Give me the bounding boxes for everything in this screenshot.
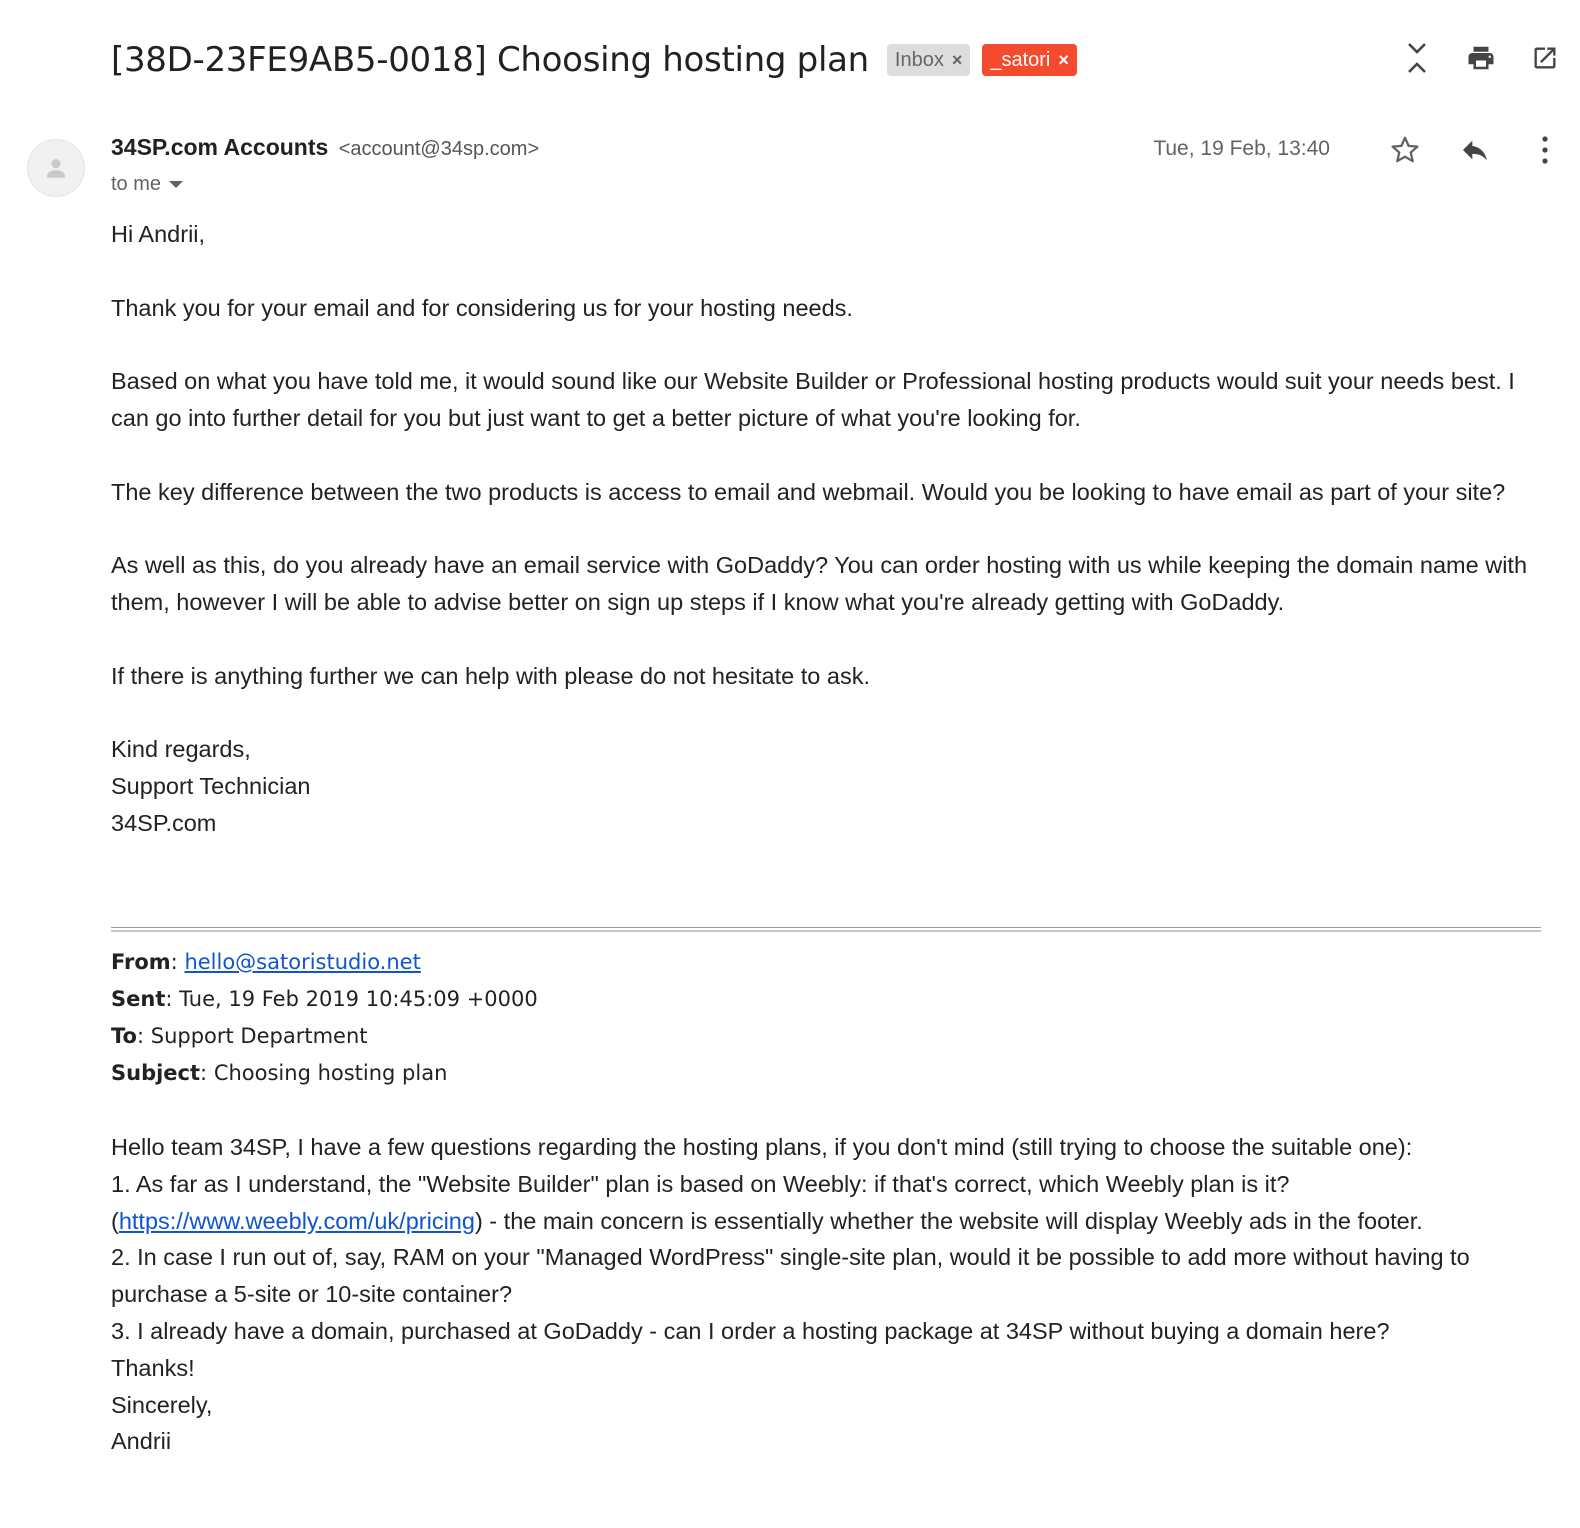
quoted-sent-value: Tue, 19 Feb 2019 10:45:09 +0000 xyxy=(179,987,538,1011)
message-body xyxy=(111,216,1541,842)
recipient-text: to me xyxy=(111,173,162,195)
quoted-subject-row: Subject: Choosing hosting plan xyxy=(111,1061,448,1085)
quoted-line: Andrii xyxy=(111,1428,172,1455)
person-icon xyxy=(43,155,69,181)
signature xyxy=(111,731,1541,841)
label-inbox-text: Inbox xyxy=(894,48,944,71)
signature-line: Kind regards, xyxy=(111,736,251,763)
quoted-line-rest: ) - the main concern is essentially whether the website will display Weebly ads in the footer. xyxy=(474,1207,1423,1234)
quoted-to-value: Support Department xyxy=(150,1024,368,1048)
quoted-from-label: From xyxy=(111,950,171,974)
signature-line: 34SP.com xyxy=(111,809,217,836)
signature-line: Support Technician xyxy=(111,772,311,799)
star-icon[interactable] xyxy=(1388,128,1422,172)
remove-label-satori-icon[interactable]: × xyxy=(1058,49,1069,70)
quoted-paren-open: ( xyxy=(111,1207,119,1234)
collapse-all-icon[interactable] xyxy=(1400,36,1434,80)
thread-subject: [38D-23FE9AB5-0018] Choosing hosting plan xyxy=(111,40,869,80)
quoted-sent-row: Sent: Tue, 19 Feb 2019 10:45:09 +0000 xyxy=(111,987,538,1011)
quoted-line: 3. I already have a domain, purchased at GoDaddy - can I order a hosting package at 34SP without buying a domain here? xyxy=(111,1317,1390,1344)
body-paragraph: The key difference between the two products is access to email and webmail. Would you be looking to have email as part of your site? xyxy=(111,478,1506,505)
body-paragraph: Based on what you have told me, it would sound like our Website Builder or Professional hosting products would suit your needs best. I can go into further detail for you but just want to get a better picture of what you're looking for. xyxy=(111,368,1515,431)
sender-row xyxy=(111,134,539,161)
quoted-from-row: From: hello@satoristudio.net xyxy=(111,950,421,974)
quoted-sent-label: Sent xyxy=(111,987,166,1011)
thread-actions xyxy=(1400,36,1562,80)
chevron-down-icon[interactable] xyxy=(169,181,183,188)
quoted-line: Thanks! xyxy=(111,1354,195,1381)
quoted-from-link[interactable]: hello@satoristudio.net xyxy=(184,950,421,974)
sender-email: <account@34sp.com> xyxy=(338,138,540,160)
quote-divider xyxy=(111,927,1541,932)
message-date: Tue, 19 Feb, 13:40 xyxy=(1153,137,1330,160)
quoted-line xyxy=(111,1203,1546,1240)
quoted-header xyxy=(111,944,538,1092)
label-satori[interactable] xyxy=(982,44,1077,76)
open-in-new-window-icon[interactable] xyxy=(1528,36,1562,80)
quoted-line: 1. As far as I understand, the "Website Builder" plan is based on Weebly: if that's correct, which Weebly plan is it? xyxy=(111,1170,1290,1197)
message-actions xyxy=(1388,128,1562,172)
body-paragraph: As well as this, do you already have an email service with GoDaddy? You can order hosting with us while keeping the domain name with them, however I will be able to advise better on sign up steps if I know what you're already getting with GoDaddy. xyxy=(111,552,1528,615)
quoted-to-row: To: Support Department xyxy=(111,1024,368,1048)
label-satori-text: _satori xyxy=(990,48,1051,71)
recipient-details-toggle[interactable] xyxy=(111,173,183,196)
remove-label-inbox-icon[interactable]: × xyxy=(951,49,963,70)
print-icon[interactable] xyxy=(1464,36,1498,80)
quoted-subject-label: Subject xyxy=(111,1061,201,1085)
reply-icon[interactable] xyxy=(1458,128,1492,172)
sender-avatar[interactable] xyxy=(27,139,85,197)
greeting: Hi Andrii, xyxy=(111,221,206,247)
quoted-to-label: To xyxy=(111,1024,137,1048)
quoted-subject-value: Choosing hosting plan xyxy=(213,1061,448,1085)
quoted-line: 2. In case I run out of, say, RAM on your "Managed WordPress" single-site plan, would it be possible to add more without having to xyxy=(111,1244,1470,1271)
body-paragraph: Thank you for your email and for considering us for your hosting needs. xyxy=(111,294,853,321)
quoted-line: purchase a 5-site or 10-site container? xyxy=(111,1281,513,1308)
weebly-pricing-link[interactable]: https://www.weebly.com/uk/pricing xyxy=(118,1207,475,1234)
quoted-body xyxy=(111,1129,1546,1460)
quoted-line: Hello team 34SP, I have a few questions regarding the hosting plans, if you don't mind (still trying to choose the suitable one): xyxy=(111,1134,1413,1160)
body-paragraph: If there is anything further we can help with please do not hesitate to ask. xyxy=(111,662,870,689)
quoted-line: Sincerely, xyxy=(111,1391,213,1418)
sender-name[interactable]: 34SP.com Accounts xyxy=(111,134,329,160)
more-options-icon[interactable] xyxy=(1528,128,1562,172)
label-inbox[interactable] xyxy=(887,44,970,76)
subject-row xyxy=(111,34,1560,86)
